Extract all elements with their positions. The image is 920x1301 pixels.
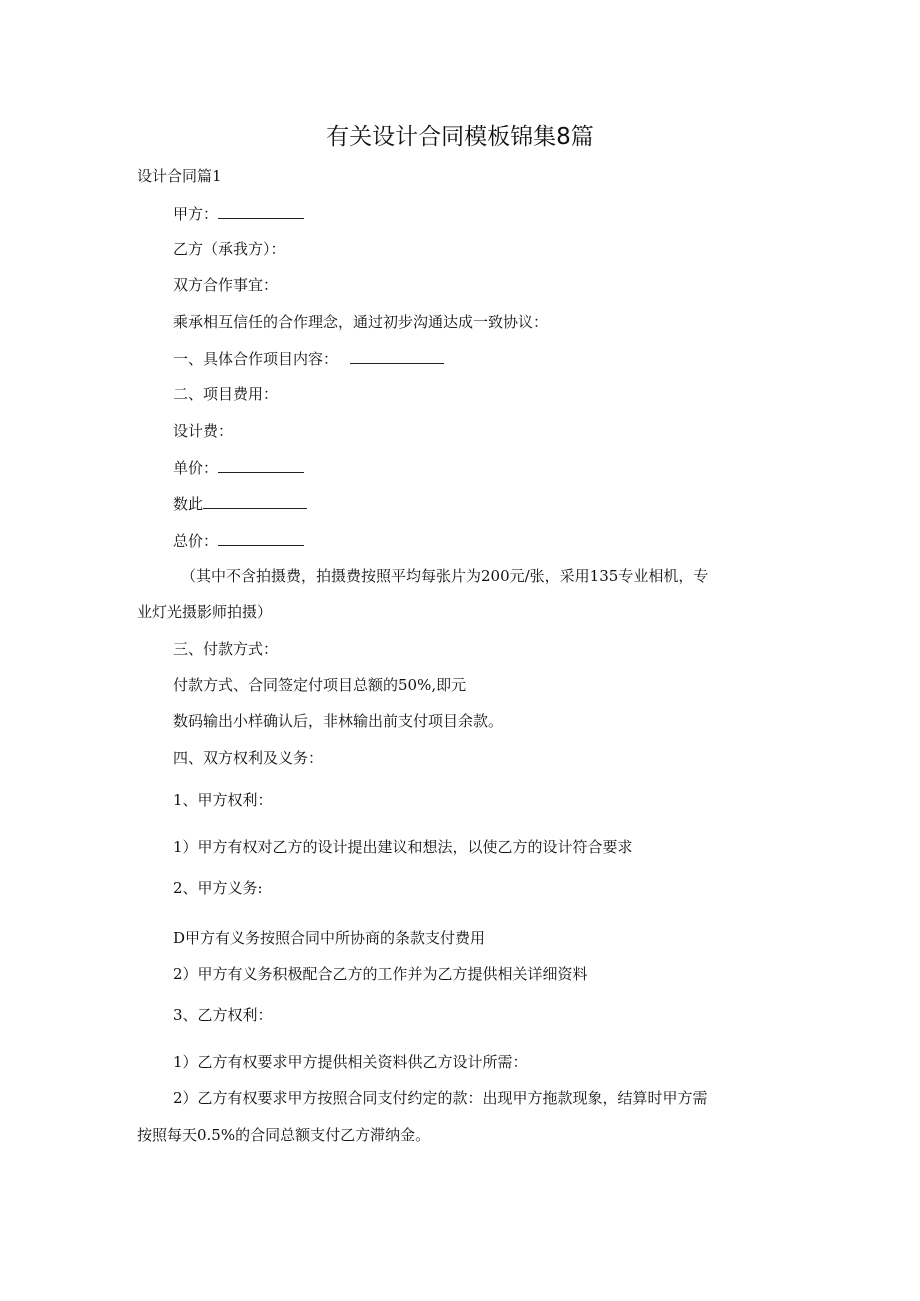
party-b-rights-2-line-1: 2）乙方有权要求甲方按照合同支付约定的款：出现甲方拖款现象，结算时甲方需 bbox=[173, 1089, 708, 1107]
note-line-1: （其中不含拍摄费，拍摄费按照平均每张片为200元/张，采用135专业相机，专 bbox=[181, 567, 709, 585]
party-a-line bbox=[173, 203, 304, 224]
party-a-label: 甲方： bbox=[173, 205, 219, 223]
item1-line bbox=[173, 348, 444, 369]
document-title: 有关设计合同模板锦集8篇 bbox=[326, 124, 594, 150]
unit-price-blank bbox=[218, 457, 304, 473]
party-a-rights-1: 1）甲方有权对乙方的设计提出建议和想法，以使乙方的设计符合要求 bbox=[173, 838, 633, 856]
party-a-duties-heading: 2、甲方义务: bbox=[173, 879, 263, 897]
quantity-label: 数此 bbox=[173, 495, 204, 513]
note-line-2: 业灯光摄影师拍摄） bbox=[137, 603, 273, 621]
unit-price-line bbox=[173, 457, 304, 478]
item2-label: 二、项目费用： bbox=[173, 385, 279, 403]
party-a-duties-1: D甲方有义务按照合同中所协商的条款支付费用 bbox=[173, 929, 486, 947]
total-price-label: 总价： bbox=[173, 532, 219, 550]
unit-price-label: 单价： bbox=[173, 459, 219, 477]
party-a-duties-2: 2）甲方有义务积极配合乙方的工作并为乙方提供相关详细资料 bbox=[173, 965, 588, 983]
total-price-line bbox=[173, 530, 304, 551]
party-a-blank bbox=[218, 203, 304, 219]
quantity-line bbox=[173, 493, 307, 514]
item1-label: 一、具体合作项目内容： bbox=[173, 350, 339, 368]
item4-label: 四、双方权利及义务： bbox=[173, 749, 324, 767]
total-price-blank bbox=[218, 530, 304, 546]
quantity-blank bbox=[203, 493, 307, 509]
intro-text: 乘承相互信任的合作理念，通过初步沟通达成一致协议： bbox=[173, 313, 549, 331]
party-b-rights-2-line-2: 按照每天0.5%的合同总额支付乙方滞纳金。 bbox=[137, 1126, 431, 1144]
matters-label: 双方合作事宜： bbox=[173, 276, 279, 294]
party-a-rights-heading: 1、甲方权利： bbox=[173, 791, 273, 809]
item1-blank bbox=[350, 348, 444, 364]
design-fee-label: 设计费： bbox=[173, 422, 234, 440]
payment-line-1: 付款方式、合同签定付项目总额的50%,即元 bbox=[173, 676, 467, 694]
party-b-label: 乙方（承我方）： bbox=[173, 240, 286, 258]
payment-line-2: 数码输出小样确认后，非林输出前支付项目余款。 bbox=[173, 712, 504, 730]
item3-label: 三、付款方式： bbox=[173, 640, 279, 658]
party-b-rights-1: 1）乙方有权要求甲方提供相关资料供乙方设计所需： bbox=[173, 1053, 528, 1071]
party-b-rights-heading: 3、乙方权利： bbox=[173, 1006, 273, 1024]
section-heading: 设计合同篇1 bbox=[137, 167, 222, 185]
